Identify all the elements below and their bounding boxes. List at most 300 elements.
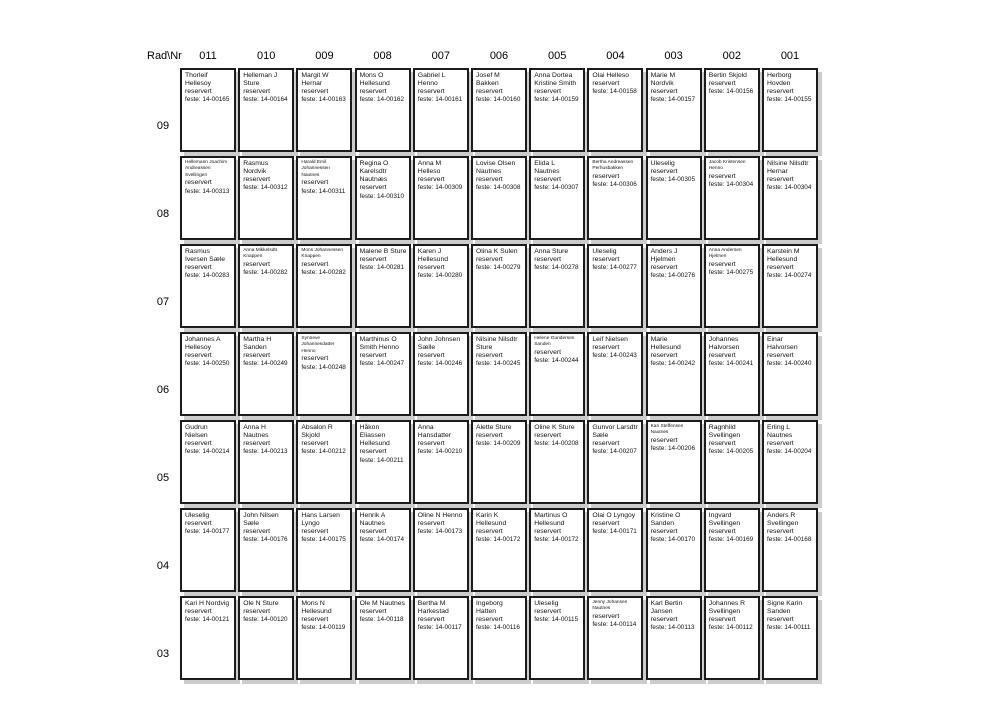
status-label: reservert — [534, 608, 562, 616]
column-header: 001 — [780, 50, 800, 62]
plot-cell[interactable] — [704, 596, 760, 680]
status-label: reservert — [592, 520, 620, 528]
feste-number: feste: 14-00168 — [767, 536, 812, 544]
feste-number: feste: 14-00240 — [767, 360, 812, 368]
occupant-name: Helene Gundersen Sanden — [534, 336, 575, 348]
status-label: reservert — [359, 448, 387, 456]
occupant-name: Josef M Bakken — [476, 72, 500, 88]
column-header: 011 — [199, 50, 217, 62]
feste-number: feste: 14-00214 — [185, 448, 230, 456]
occupant-name: Jacob Kristensen Henno — [708, 160, 746, 172]
plot-cell[interactable] — [529, 596, 585, 680]
occupant-name: John Nilsen Sæle — [243, 512, 279, 528]
status-label: reservert — [650, 528, 678, 536]
status-label: reservert — [650, 352, 678, 360]
occupant-name: Anna Sture — [534, 248, 569, 255]
occupant-name: Johannes R Svellingen — [708, 600, 746, 616]
plot-cell[interactable] — [413, 508, 469, 592]
plot-cell[interactable] — [762, 420, 818, 504]
feste-number: feste: 14-00114 — [592, 621, 637, 629]
plot-cell[interactable] — [471, 244, 527, 328]
occupant-name: Marie M Nordvik — [650, 72, 676, 88]
feste-number: feste: 14-00304 — [708, 181, 754, 189]
plot-cell[interactable] — [180, 156, 236, 240]
feste-number: feste: 14-00163 — [301, 96, 346, 104]
occupant-name: Nilsine Nilsdtr Sture — [476, 336, 518, 352]
occupant-name: Martha H Sanden — [243, 336, 272, 352]
status-label: reservert — [650, 168, 678, 176]
feste-number: feste: 14-00112 — [708, 624, 753, 632]
plot-cell[interactable] — [529, 68, 585, 152]
status-label: reservert — [592, 172, 620, 180]
occupant-name: Martinus O Hellesund — [534, 512, 568, 528]
status-label: reservert — [417, 440, 445, 448]
status-label: reservert — [185, 264, 212, 272]
row-label: 08 — [156, 208, 170, 220]
column-header: 007 — [431, 50, 450, 62]
feste-number: feste: 14-00243 — [592, 352, 637, 360]
feste-number: feste: 14-00248 — [301, 363, 346, 371]
plot-cell[interactable] — [296, 508, 352, 592]
feste-number: feste: 14-00157 — [650, 96, 696, 104]
status-label: reservert — [708, 528, 736, 536]
status-label: reservert — [417, 352, 445, 360]
feste-number: feste: 14-00313 — [185, 187, 230, 195]
feste-number: feste: 14-00211 — [359, 456, 404, 464]
status-label: reservert — [359, 608, 387, 616]
occupant-name: Mons O Hellesund — [359, 72, 390, 88]
occupant-name: Anna Dortea Kristine Smith — [534, 72, 577, 88]
status-label: reservert — [708, 352, 736, 360]
occupant-name: Einar Halvorsen — [767, 336, 798, 352]
feste-number: feste: 14-00159 — [534, 96, 579, 104]
plot-cell[interactable] — [704, 420, 760, 504]
occupant-name: Ole M Nautnes — [359, 600, 405, 607]
status-label: reservert — [650, 436, 678, 444]
occupant-name: Synneve Johannesdatter Henno — [301, 336, 335, 354]
status-label: reservert — [417, 616, 445, 624]
plot-cell[interactable] — [762, 244, 818, 328]
plot-cell[interactable] — [238, 68, 294, 152]
feste-number: feste: 14-00276 — [650, 272, 696, 280]
occupant-name: Olai Helleso — [592, 72, 630, 79]
feste-number: feste: 14-00119 — [301, 624, 346, 632]
occupant-name: Bertha M Harkestad — [417, 600, 449, 616]
occupant-name: Erling L Nautnes — [767, 424, 793, 440]
column-header: 009 — [315, 50, 334, 62]
status-label: reservert — [359, 184, 387, 192]
status-label: reservert — [301, 260, 329, 268]
feste-number: feste: 14-00242 — [650, 360, 696, 368]
feste-number: feste: 14-00176 — [243, 536, 288, 544]
status-label: reservert — [301, 88, 329, 96]
row-label: 04 — [156, 560, 170, 572]
plot-cell[interactable] — [413, 244, 469, 328]
feste-number: feste: 14-00274 — [767, 272, 812, 280]
plot-cell[interactable] — [471, 68, 527, 152]
plot-cell[interactable] — [355, 156, 411, 240]
status-label: reservert — [534, 348, 562, 356]
status-label: reservert — [592, 612, 620, 620]
plot-cell[interactable] — [587, 332, 643, 416]
plot-cell[interactable] — [355, 596, 411, 680]
feste-number: feste: 14-00121 — [185, 616, 230, 624]
plot-cell[interactable] — [762, 68, 818, 152]
plot-cell[interactable] — [471, 420, 527, 504]
plot-cell[interactable] — [762, 156, 818, 240]
plot-cell[interactable] — [646, 244, 702, 328]
status-label: reservert — [708, 440, 736, 448]
feste-number: feste: 14-00117 — [417, 624, 462, 632]
feste-number: feste: 14-00172 — [476, 536, 521, 544]
plot-cell[interactable] — [646, 156, 702, 240]
status-label: reservert — [301, 355, 329, 363]
row-label: 09 — [156, 120, 170, 132]
feste-number: feste: 14-00278 — [534, 264, 579, 272]
row-label: 06 — [156, 384, 170, 396]
feste-number: feste: 14-00310 — [359, 192, 405, 200]
occupant-name: Bertha Andreassen Perhusbakken — [592, 160, 634, 172]
feste-number: feste: 14-00241 — [708, 360, 754, 368]
feste-number: feste: 14-00277 — [592, 264, 637, 272]
status-label: reservert — [650, 616, 678, 624]
occupant-name: Margit W Hernar — [301, 72, 329, 88]
feste-number: feste: 14-00246 — [417, 360, 463, 368]
status-label: reservert — [592, 256, 620, 264]
plot-cell[interactable] — [180, 244, 236, 328]
status-label: reservert — [650, 264, 678, 272]
column-header: 010 — [257, 50, 276, 62]
plot-cell[interactable] — [762, 596, 818, 680]
feste-number: feste: 14-00177 — [185, 528, 230, 536]
plot-cell[interactable] — [529, 420, 585, 504]
plot-cell[interactable] — [529, 244, 585, 328]
plot-cell[interactable] — [529, 156, 585, 240]
feste-number: feste: 14-00156 — [708, 88, 754, 96]
row-label: 07 — [156, 296, 170, 308]
occupant-name: Rasmus Iversen Sæle — [185, 248, 226, 264]
plot-cell[interactable] — [180, 596, 236, 680]
status-label: reservert — [708, 172, 736, 180]
occupant-name: Uleselig — [185, 512, 210, 519]
occupant-name: Ragnhild Svellingen — [708, 424, 741, 440]
occupant-name: Ole N Sture — [243, 600, 279, 607]
status-label: reservert — [185, 352, 212, 360]
plot-cell[interactable] — [704, 332, 760, 416]
feste-number: feste: 14-00309 — [417, 184, 463, 192]
feste-number: feste: 14-00116 — [476, 624, 520, 632]
plot-cell[interactable] — [180, 508, 236, 592]
plot-cell[interactable] — [180, 332, 236, 416]
column-header: 002 — [722, 50, 741, 62]
plot-cell[interactable] — [413, 156, 469, 240]
plot-cell[interactable] — [646, 508, 702, 592]
plot-cell[interactable] — [587, 420, 643, 504]
status-label: reservert — [767, 440, 794, 448]
plot-cell[interactable] — [238, 508, 294, 592]
plot-cell[interactable] — [355, 244, 411, 328]
status-label: reservert — [767, 616, 794, 624]
feste-number: feste: 14-00175 — [301, 536, 346, 544]
plot-cell[interactable] — [238, 156, 294, 240]
plot-cell[interactable] — [646, 68, 702, 152]
occupant-name: Anna Andersen Hjelmen — [708, 248, 742, 260]
plot-cell[interactable] — [704, 508, 760, 592]
occupant-name: Uleselig — [534, 600, 559, 607]
plot-cell[interactable] — [704, 244, 760, 328]
feste-number: feste: 14-00118 — [359, 616, 404, 624]
occupant-name: Herborg Hovden — [767, 72, 792, 88]
occupant-name: Alette Sture — [476, 424, 512, 431]
occupant-name: Helleman J Sture — [243, 72, 278, 88]
status-label: reservert — [417, 88, 445, 96]
column-header: 005 — [548, 50, 567, 62]
occupant-name: Bertin Skjold — [708, 72, 747, 79]
plot-cell[interactable] — [238, 244, 294, 328]
feste-number: feste: 14-00279 — [476, 264, 521, 272]
feste-number: feste: 14-00210 — [417, 448, 463, 456]
occupant-name: Olina K Sulen — [476, 248, 518, 255]
plot-cell[interactable] — [471, 508, 527, 592]
feste-number: feste: 14-00307 — [534, 184, 579, 192]
feste-number: feste: 14-00280 — [417, 272, 463, 280]
plot-cell[interactable] — [529, 332, 585, 416]
occupant-name: Johannes A Hellesoy — [185, 336, 221, 352]
feste-number: feste: 14-00170 — [650, 536, 696, 544]
occupant-name: Nilsine Nilsdtr Hernar — [767, 160, 809, 176]
feste-number: feste: 14-00275 — [708, 269, 754, 277]
occupant-name: Olai O Lyngoy — [592, 512, 636, 519]
occupant-name: Gudrun Nielsen — [185, 424, 208, 440]
status-label: reservert — [476, 256, 503, 264]
plot-cell[interactable] — [471, 332, 527, 416]
plot-cell[interactable] — [296, 420, 352, 504]
occupant-name: Regina O Karelsdtr Nautnæs — [359, 160, 389, 184]
feste-number: feste: 14-00174 — [359, 536, 405, 544]
plot-cell[interactable] — [762, 332, 818, 416]
feste-number: feste: 14-00244 — [534, 357, 579, 365]
column-header: 003 — [664, 50, 683, 62]
occupant-name: Oline N Henno — [417, 512, 463, 519]
plot-cell[interactable] — [296, 68, 352, 152]
feste-number: feste: 14-00120 — [243, 616, 288, 624]
feste-number: feste: 14-00208 — [534, 440, 579, 448]
feste-number: feste: 14-00212 — [301, 448, 346, 456]
status-label: reservert — [592, 80, 620, 88]
occupant-name: Karin K Hellesund — [476, 512, 507, 528]
plot-cell[interactable] — [704, 68, 760, 152]
plot-cell[interactable] — [646, 596, 702, 680]
status-label: reservert — [301, 616, 329, 624]
plot-cell[interactable] — [646, 332, 702, 416]
plot-cell[interactable] — [296, 244, 352, 328]
occupant-name: Anna H Nautnes — [243, 424, 269, 440]
status-label: reservert — [243, 608, 271, 616]
status-label: reservert — [185, 179, 212, 187]
plot-cell[interactable] — [413, 68, 469, 152]
status-label: reservert — [708, 80, 736, 88]
feste-number: feste: 14-00111 — [767, 624, 811, 632]
status-label: reservert — [534, 88, 562, 96]
status-label: reservert — [359, 256, 387, 264]
occupant-name: Henrik A Nautnes — [359, 512, 385, 528]
occupant-name: Karen J Hellesund — [417, 248, 449, 264]
feste-number: feste: 14-00115 — [534, 616, 579, 624]
plot-cell[interactable] — [587, 244, 643, 328]
occupant-name: Anna Mikkelsdtr. Knappen — [243, 248, 279, 260]
plot-cell[interactable] — [238, 420, 294, 504]
occupant-name: Ingeborg Hatten — [476, 600, 503, 616]
occupant-name: Marthinus O Smith Henno — [359, 336, 399, 352]
status-label: reservert — [476, 352, 503, 360]
status-label: reservert — [185, 520, 212, 528]
plot-cell[interactable] — [587, 68, 643, 152]
status-label: reservert — [185, 608, 212, 616]
feste-number: feste: 14-00113 — [650, 624, 695, 632]
occupant-name: Thorleif Hellesoy — [185, 72, 212, 88]
feste-number: feste: 14-00249 — [243, 360, 288, 368]
status-label: reservert — [417, 176, 445, 184]
occupant-name: Karl Bertin Jansen — [650, 600, 683, 616]
occupant-name: Absalon R Skjold — [301, 424, 333, 440]
feste-number: feste: 14-00158 — [592, 88, 637, 96]
plot-cell[interactable] — [296, 156, 352, 240]
status-label: reservert — [592, 440, 620, 448]
column-header: 006 — [489, 50, 509, 62]
status-label: reservert — [301, 440, 329, 448]
status-label: reservert — [767, 176, 794, 184]
plot-cell[interactable] — [471, 596, 527, 680]
plot-cell[interactable] — [471, 156, 527, 240]
plot-cell[interactable] — [587, 596, 643, 680]
plot-cell[interactable] — [180, 420, 236, 504]
plot-cell[interactable] — [180, 68, 236, 152]
occupant-name: Oline K Sture — [534, 424, 575, 431]
feste-number: feste: 14-00282 — [243, 269, 288, 277]
occupant-name: Malene B Sture — [359, 248, 407, 255]
feste-number: feste: 14-00283 — [185, 272, 230, 280]
status-label: reservert — [359, 88, 387, 96]
feste-number: feste: 14-00209 — [476, 440, 521, 448]
status-label: reservert — [243, 440, 271, 448]
feste-number: feste: 14-00247 — [359, 360, 405, 368]
occupant-name: Kari Steffensen Nautnes — [650, 424, 684, 436]
plot-cell[interactable] — [704, 156, 760, 240]
status-label: reservert — [243, 260, 271, 268]
plot-cell[interactable] — [296, 596, 352, 680]
feste-number: feste: 14-00206 — [650, 445, 696, 453]
status-label: reservert — [767, 264, 794, 272]
row-number-corner-label: Rad\Nr — [147, 50, 182, 62]
status-label: reservert — [767, 528, 794, 536]
feste-number: feste: 14-00172 — [534, 536, 579, 544]
status-label: reservert — [476, 616, 503, 624]
feste-number: feste: 14-00164 — [243, 96, 288, 104]
feste-number: feste: 14-00312 — [243, 184, 288, 192]
status-label: reservert — [476, 176, 503, 184]
plot-cell[interactable] — [355, 332, 411, 416]
occupant-name: Elida L Nautnes — [534, 160, 560, 176]
occupant-name: Johannes Halvorsen — [708, 336, 740, 352]
plot-cell[interactable] — [587, 508, 643, 592]
status-label: reservert — [359, 352, 387, 360]
feste-number: feste: 14-00250 — [185, 360, 230, 368]
column-header: 004 — [606, 50, 625, 62]
status-label: reservert — [243, 88, 271, 96]
plot-cell[interactable] — [762, 508, 818, 592]
occupant-name: John Johnsen Sælle — [417, 336, 461, 352]
occupant-name: Anna M Helleso — [417, 160, 442, 176]
feste-number: feste: 14-00205 — [708, 448, 754, 456]
feste-number: feste: 14-00171 — [592, 528, 637, 536]
plot-cell[interactable] — [587, 156, 643, 240]
status-label: reservert — [767, 88, 794, 96]
status-label: reservert — [301, 179, 329, 187]
plot-cell[interactable] — [355, 420, 411, 504]
occupant-name: Jenny Johansen Nautnes — [592, 600, 628, 612]
occupant-name: Rasmus Nordvik — [243, 160, 269, 176]
occupant-name: Hans Larsen Lyngo — [301, 512, 340, 528]
feste-number: feste: 14-00204 — [767, 448, 812, 456]
occupant-name: Anders R Svellingen — [767, 512, 799, 528]
status-label: reservert — [592, 344, 620, 352]
status-label: reservert — [650, 88, 678, 96]
plot-cell[interactable] — [355, 68, 411, 152]
feste-number: feste: 14-00165 — [185, 96, 230, 104]
status-label: reservert — [476, 432, 503, 440]
row-label: 03 — [156, 648, 170, 660]
plot-cell[interactable] — [238, 332, 294, 416]
feste-number: feste: 14-00305 — [650, 176, 696, 184]
plot-cell[interactable] — [529, 508, 585, 592]
status-label: reservert — [185, 440, 212, 448]
status-label: reservert — [708, 616, 736, 624]
feste-number: feste: 14-00162 — [359, 96, 405, 104]
plot-cell[interactable] — [296, 332, 352, 416]
plot-cell[interactable] — [413, 420, 469, 504]
status-label: reservert — [243, 528, 271, 536]
column-header: 008 — [373, 50, 392, 62]
status-label: reservert — [417, 264, 445, 272]
plot-cell[interactable] — [355, 508, 411, 592]
occupant-name: Mons N Hellesund — [301, 600, 332, 616]
status-label: reservert — [185, 88, 212, 96]
occupant-name: Anna Hansdatter — [417, 424, 452, 440]
feste-number: feste: 14-00169 — [708, 536, 754, 544]
plot-cell[interactable] — [646, 420, 702, 504]
occupant-name: Karstein M Hellesund — [767, 248, 800, 264]
feste-number: feste: 14-00311 — [301, 187, 346, 195]
status-label: reservert — [476, 88, 503, 96]
status-label: reservert — [534, 528, 562, 536]
feste-number: feste: 14-00308 — [476, 184, 521, 192]
occupant-name: Gunvor Larsdtr Sæle — [592, 424, 638, 440]
plot-cell[interactable] — [238, 596, 294, 680]
occupant-name: Lovise Olsen Nautnes — [476, 160, 516, 176]
occupant-name: Marie Hellesund — [650, 336, 681, 352]
plot-cell[interactable] — [413, 596, 469, 680]
occupant-name: Signe Karin Sanden — [767, 600, 803, 616]
plot-cell[interactable] — [413, 332, 469, 416]
occupant-name: Harald Emil Johannessen Nautnes — [301, 160, 330, 178]
row-label: 05 — [156, 472, 170, 484]
feste-number: feste: 14-00173 — [417, 528, 463, 536]
status-label: reservert — [476, 528, 503, 536]
feste-number: feste: 14-00207 — [592, 448, 637, 456]
occupant-name: Mons Johannessen Knappen — [301, 248, 343, 260]
feste-number: feste: 14-00161 — [417, 96, 463, 104]
status-label: reservert — [359, 528, 387, 536]
